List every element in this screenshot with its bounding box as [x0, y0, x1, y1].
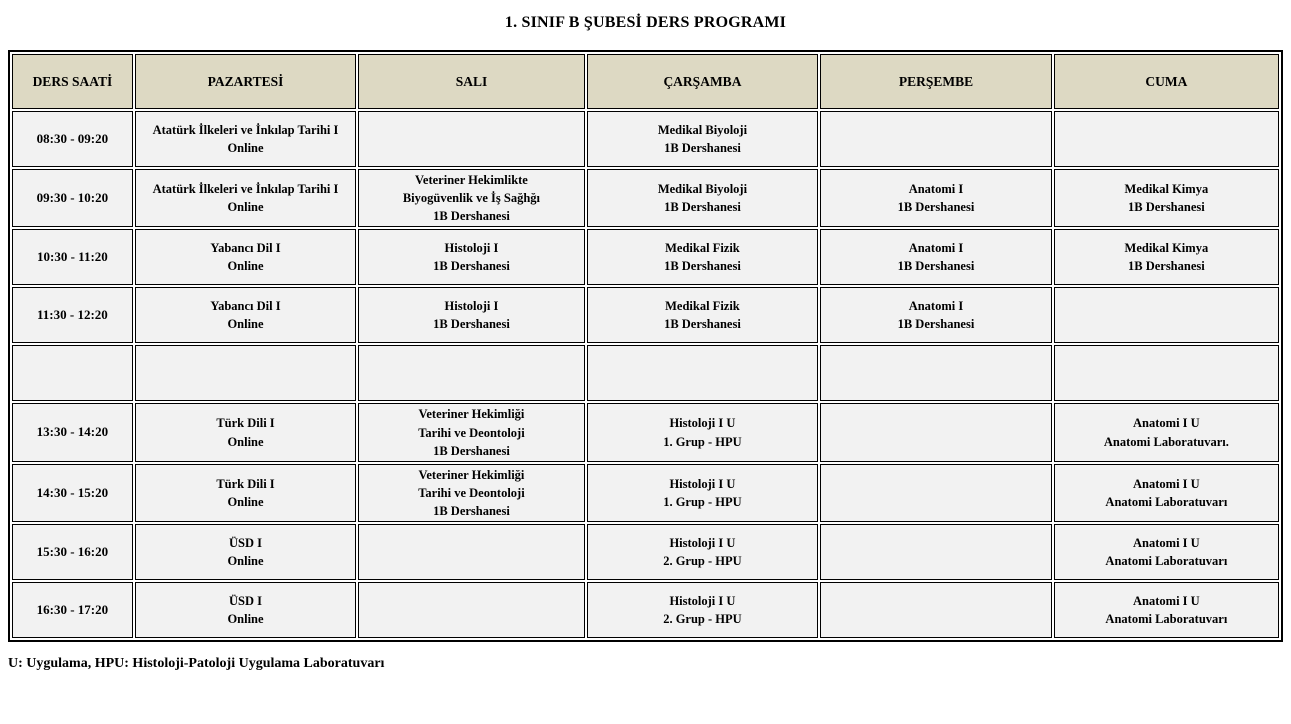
- course-cell-monday: [135, 287, 356, 343]
- course-name: Histoloji I: [444, 299, 499, 314]
- course-location: Anatomi Laboratuvarı: [1105, 554, 1228, 569]
- course-name: Atatürk İlkeleri ve İnkılap Tarihi I: [152, 182, 339, 197]
- course-location: Anatomi Laboratuvarı: [1105, 612, 1228, 627]
- course-cell-wednesday: [587, 345, 819, 401]
- course-name: Histoloji I U: [669, 476, 736, 491]
- course-cell-tuesday: [358, 345, 584, 401]
- course-cell-thursday: [820, 287, 1052, 343]
- course-name: Anatomi I U: [1133, 594, 1200, 608]
- time-cell: 08:30 - 09:20: [12, 111, 133, 167]
- schedule-row: [12, 464, 1279, 522]
- course-cell-tuesday: [358, 524, 584, 580]
- course-location: Tarihi ve Deontoloji: [418, 425, 525, 440]
- course-name: Histoloji I U: [669, 416, 736, 431]
- column-header-monday: PAZARTESİ: [135, 54, 356, 109]
- schedule-row: [12, 345, 1279, 401]
- course-name: Veteriner Hekimliği: [418, 407, 525, 422]
- course-name: Medikal Biyoloji: [657, 182, 748, 197]
- course-name: Anatomi I U: [1133, 416, 1200, 431]
- course-location: 1B Dershanesi: [664, 200, 741, 215]
- course-cell-thursday: [820, 345, 1052, 401]
- course-cell-friday: [1054, 111, 1279, 167]
- course-name: Medikal Fizik: [665, 299, 740, 314]
- course-cell-wednesday: [587, 582, 819, 638]
- course-cell-friday: [1054, 287, 1279, 343]
- course-cell-thursday: [820, 403, 1052, 461]
- course-cell-thursday: [820, 169, 1052, 227]
- course-name: ÜSD I: [229, 536, 262, 550]
- schedule-row: [12, 287, 1279, 343]
- schedule-row: [12, 229, 1279, 285]
- course-name: Medikal Biyoloji: [657, 122, 748, 137]
- time-cell: [12, 345, 133, 401]
- time-cell: 14:30 - 15:20: [12, 464, 133, 522]
- course-location: Online: [227, 259, 264, 274]
- course-location: 1B Dershanesi: [433, 259, 510, 274]
- schedule-row: [12, 524, 1279, 580]
- course-location: Anatomi Laboratuvarı: [1105, 494, 1228, 509]
- course-name: Medikal Fizik: [665, 241, 740, 256]
- course-cell-thursday: [820, 524, 1052, 580]
- course-location: Online: [227, 434, 264, 449]
- course-cell-monday: [135, 345, 356, 401]
- course-cell-tuesday: [358, 464, 584, 522]
- table-body: [12, 111, 1279, 638]
- time-cell: 10:30 - 11:20: [12, 229, 133, 285]
- course-cell-thursday: [820, 464, 1052, 522]
- course-location: Online: [227, 612, 264, 627]
- column-header-thursday: PERŞEMBE: [820, 54, 1052, 109]
- course-cell-wednesday: [587, 287, 819, 343]
- course-location: 1B Dershanesi: [664, 141, 741, 155]
- course-cell-thursday: [820, 111, 1052, 167]
- course-name: Histoloji I U: [669, 536, 736, 550]
- course-location: Online: [227, 200, 264, 215]
- course-name: Anatomi I: [908, 241, 964, 256]
- course-cell-monday: [135, 111, 356, 167]
- course-cell-friday: [1054, 464, 1279, 522]
- course-location: 1B Dershanesi: [664, 317, 741, 332]
- header-row: [12, 54, 1279, 109]
- schedule-row: [12, 403, 1279, 461]
- course-name: Medikal Kimya: [1124, 241, 1209, 256]
- course-location: Biyogüvenlik ve İş Sağhğı: [402, 191, 541, 206]
- course-location: 1B Dershanesi: [897, 317, 975, 332]
- course-location: Anatomi Laboratuvarı.: [1103, 434, 1229, 449]
- time-cell: 11:30 - 12:20: [12, 287, 133, 343]
- course-cell-friday: [1054, 345, 1279, 401]
- course-cell-wednesday: [587, 464, 819, 522]
- column-header-tuesday: SALI: [358, 54, 584, 109]
- course-name: Veteriner Hekimlikte: [415, 173, 528, 187]
- course-location: 1. Grup - HPU: [663, 494, 742, 509]
- course-cell-thursday: [820, 582, 1052, 638]
- schedule-table: [8, 50, 1283, 642]
- course-location: 1. Grup - HPU: [663, 434, 742, 449]
- course-cell-monday: [135, 403, 356, 461]
- course-location: 2. Grup - HPU: [663, 612, 742, 627]
- schedule-row: [12, 582, 1279, 638]
- course-name: Medikal Kimya: [1124, 182, 1209, 197]
- course-cell-friday: [1054, 582, 1279, 638]
- course-cell-monday: [135, 464, 356, 522]
- course-location: 1B Dershanesi: [433, 504, 510, 518]
- course-cell-monday: [135, 582, 356, 638]
- course-location: 1B Dershanesi: [1127, 200, 1205, 215]
- course-cell-wednesday: [587, 169, 819, 227]
- time-cell: 13:30 - 14:20: [12, 403, 133, 461]
- course-cell-wednesday: [587, 524, 819, 580]
- course-location: 1B Dershanesi: [433, 443, 510, 458]
- course-location: Online: [227, 494, 264, 509]
- course-cell-monday: [135, 524, 356, 580]
- footnote: U: Uygulama, HPU: Histoloji-Patoloji Uygulama Laboratuvarı: [8, 656, 385, 672]
- course-name: Atatürk İlkeleri ve İnkılap Tarihi I: [152, 122, 339, 137]
- course-cell-tuesday: [358, 287, 584, 343]
- course-location: 1B Dershanesi: [1127, 259, 1205, 274]
- course-cell-tuesday: [358, 403, 584, 461]
- course-cell-thursday: [820, 229, 1052, 285]
- course-name: Veteriner Hekimliği: [418, 467, 525, 482]
- course-name: Histoloji I U: [669, 594, 736, 608]
- course-name: ÜSD I: [229, 594, 262, 608]
- course-cell-tuesday: [358, 111, 584, 167]
- course-cell-wednesday: [587, 403, 819, 461]
- course-location: Online: [227, 317, 264, 332]
- course-cell-wednesday: [587, 111, 819, 167]
- course-location: Online: [227, 141, 264, 155]
- course-name: Anatomi I: [908, 182, 964, 197]
- course-location: 1B Dershanesi: [897, 259, 975, 274]
- course-cell-wednesday: [587, 229, 819, 285]
- course-cell-monday: [135, 169, 356, 227]
- course-name: Anatomi I U: [1133, 536, 1200, 550]
- course-cell-tuesday: [358, 582, 584, 638]
- course-location: 2. Grup - HPU: [663, 554, 742, 569]
- course-name: Yabancı Dil I: [210, 241, 281, 256]
- course-name: Türk Dili I: [216, 416, 275, 431]
- course-location: 1B Dershanesi: [664, 259, 741, 274]
- course-name: Histoloji I: [444, 241, 499, 256]
- course-location: 1B Dershanesi: [897, 200, 975, 215]
- time-cell: 09:30 - 10:20: [12, 169, 133, 227]
- course-cell-tuesday: [358, 169, 584, 227]
- course-location: 1B Dershanesi: [433, 209, 510, 224]
- schedule-row: [12, 169, 1279, 227]
- course-location: Tarihi ve Deontoloji: [418, 485, 525, 500]
- time-cell: 15:30 - 16:20: [12, 524, 133, 580]
- course-cell-friday: [1054, 229, 1279, 285]
- course-name: Anatomi I U: [1133, 476, 1200, 491]
- column-header-time: DERS SAATİ: [12, 54, 133, 109]
- course-name: Yabancı Dil I: [210, 299, 281, 314]
- course-location: Online: [227, 554, 264, 569]
- course-cell-monday: [135, 229, 356, 285]
- table-header: [12, 54, 1279, 109]
- course-location: 1B Dershanesi: [433, 317, 510, 332]
- course-name: Anatomi I: [908, 299, 964, 314]
- course-name: Türk Dili I: [216, 476, 275, 491]
- column-header-wednesday: ÇARŞAMBA: [587, 54, 819, 109]
- course-cell-friday: [1054, 403, 1279, 461]
- column-header-friday: CUMA: [1054, 54, 1279, 109]
- time-cell: 16:30 - 17:20: [12, 582, 133, 638]
- page-title: 1. SINIF B ŞUBESİ DERS PROGRAMI: [504, 14, 787, 31]
- course-cell-friday: [1054, 524, 1279, 580]
- schedule-row: [12, 111, 1279, 167]
- course-cell-friday: [1054, 169, 1279, 227]
- course-cell-tuesday: [358, 229, 584, 285]
